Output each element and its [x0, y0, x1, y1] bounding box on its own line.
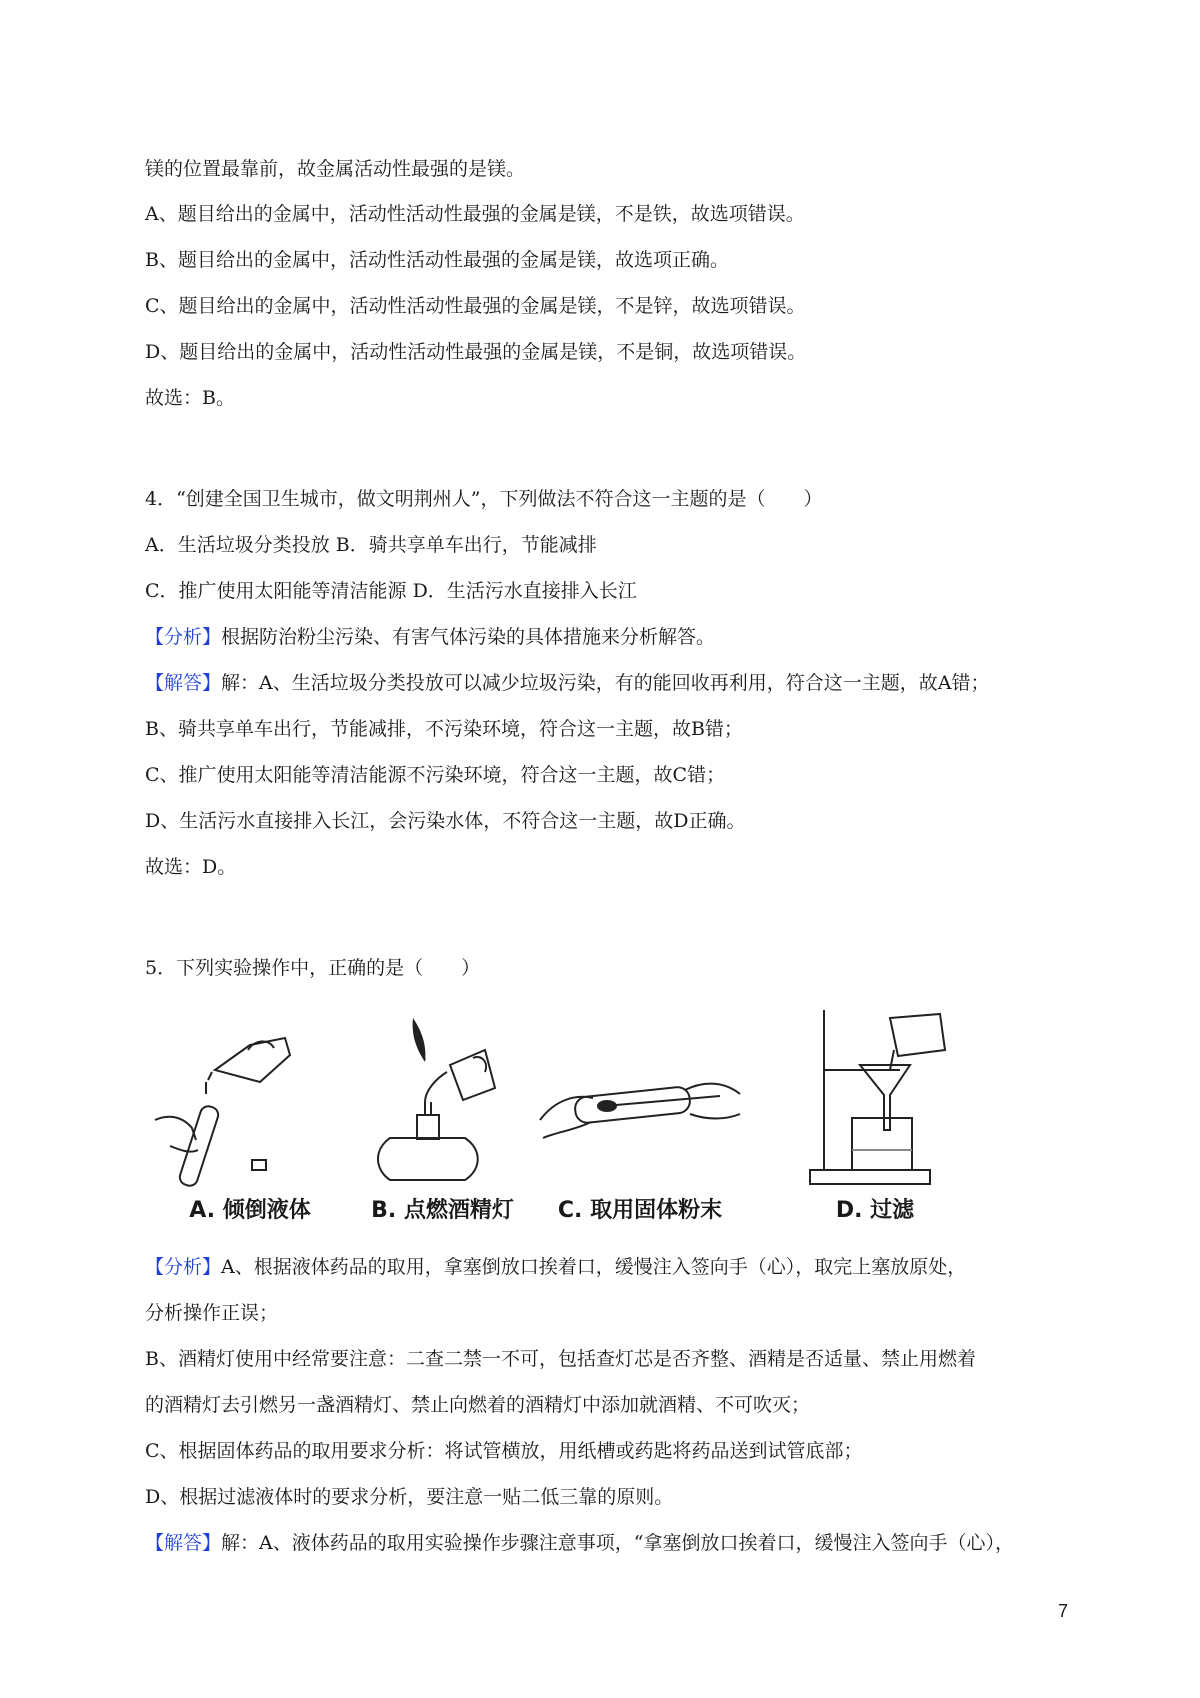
line-14: 故选：D。	[145, 856, 237, 878]
option-line-1: A．生活垃圾分类投放 B．骑共享单车出行，节能减排	[145, 534, 597, 556]
line-12: C、推广使用太阳能等清洁能源不污染环境，符合这一主题，故C错；	[145, 764, 726, 786]
panel-d	[790, 1010, 960, 1225]
answer-tag: 【解答】	[145, 1532, 222, 1554]
caption-a: A. 倾倒液体	[189, 1198, 311, 1223]
page-number: 7	[1058, 1601, 1069, 1621]
lab-operations-figure	[150, 1010, 1080, 1225]
question-5: 5．下列实验操作中，正确的是（ ）	[145, 957, 481, 979]
line-3: C、题目给出的金属中，活动性活动性最强的金属是镁，不是锌，故选项错误。	[145, 295, 806, 317]
line-13: D、生活污水直接排入长江，会污染水体，不符合这一主题，故D正确。	[145, 810, 746, 832]
analysis-5: 【分析】A、根据液体药品的取用，拿塞倒放口挨着口，缓慢注入签向手（心），取完上塞放原处，	[145, 1256, 967, 1278]
line-5: 故选：B。	[145, 387, 235, 409]
line-4: D、题目给出的金属中，活动性活动性最强的金属是镁，不是铜，故选项错误。	[145, 341, 807, 363]
analysis-4: 【分析】根据防治粉尘污染、有害气体污染的具体措施来分析解答。	[145, 626, 716, 648]
line-11: B、骑共享单车出行，节能减排，不污染环境，符合这一主题，故B错；	[145, 718, 743, 740]
caption-b: B. 点燃酒精灯	[371, 1198, 514, 1223]
line-1: A、题目给出的金属中，活动性活动性最强的金属是镁，不是铁，故选项错误。	[145, 203, 805, 225]
answer-5: 【解答】解：A、液体药品的取用实验操作步骤注意事项，“拿塞倒放口挨着口，缓慢注入签向手（心），	[145, 1532, 1014, 1554]
analysis-tag: 【分析】	[145, 1256, 222, 1278]
solid-powder-illustration	[535, 1010, 745, 1190]
caption-d: D. 过滤	[835, 1198, 915, 1223]
analysis-tag: 【分析】	[145, 626, 222, 648]
line-21: D、根据过滤液体时的要求分析，要注意一贴二低三靠的原则。	[145, 1486, 674, 1508]
panel-b	[355, 1010, 530, 1225]
caption-c: C. 取用固体粉末	[557, 1198, 723, 1223]
line-0: 镁的位置最靠前，故金属活动性最强的是镁。	[145, 158, 526, 180]
line-20: C、根据固体药品的取用要求分析：将试管横放，用纸槽或药匙将药品送到试管底部；	[145, 1440, 863, 1462]
panel-a	[150, 1010, 350, 1225]
alcohol-lamp-illustration	[355, 1010, 530, 1190]
answer-4: 【解答】解：A、生活垃圾分类投放可以减少垃圾污染，有的能回收再利用，符合这一主题，故A错；	[145, 672, 990, 694]
pouring-liquid-illustration	[150, 1010, 350, 1190]
answer-tag: 【解答】	[145, 672, 222, 694]
filtration-illustration	[790, 1010, 960, 1190]
question-4: 4．“创建全国卫生城市，做文明荆州人”，下列做法不符合这一主题的是（ ）	[145, 488, 823, 510]
option-line-2: C．推广使用太阳能等清洁能源 D．生活污水直接排入长江	[145, 580, 637, 602]
line-18: B、酒精灯使用中经常要注意：二查二禁一不可，包括查灯芯是否齐整、酒精是否适量、禁止用燃着	[145, 1348, 976, 1370]
line-2: B、题目给出的金属中，活动性活动性最强的金属是镁，故选项正确。	[145, 249, 729, 271]
panel-c	[535, 1010, 745, 1225]
line-19: 的酒精灯去引燃另一盏酒精灯、禁止向燃着的酒精灯中添加就酒精、不可吹灭；	[145, 1394, 811, 1416]
line-17: 分析操作正误；	[145, 1302, 279, 1324]
